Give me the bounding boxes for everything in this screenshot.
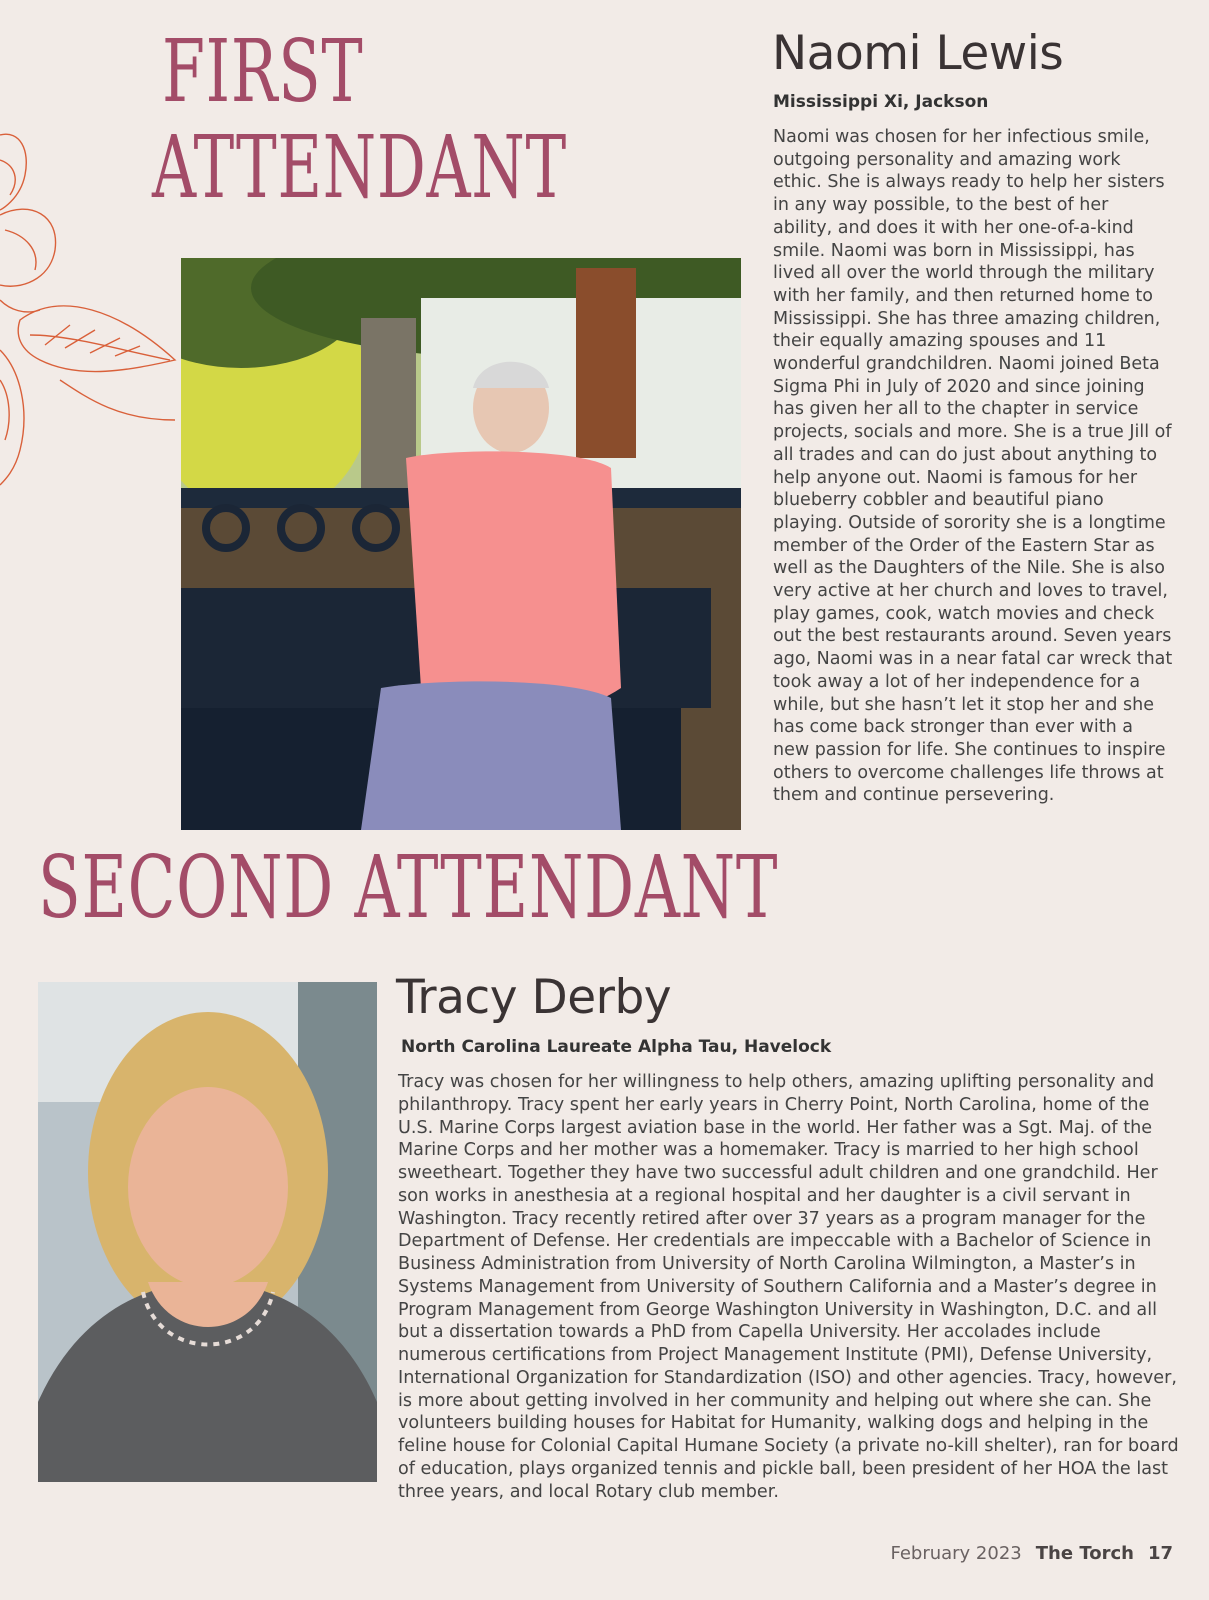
footer-magazine-title: The Torch	[1035, 1543, 1134, 1564]
first-attendant-photo	[181, 258, 741, 830]
first-attendant-heading-line2: ATTENDANT	[152, 118, 567, 218]
first-attendant-heading-line1: FIRST	[162, 22, 364, 122]
page-number: 17	[1147, 1543, 1173, 1564]
first-attendant-bio: Naomi was chosen for her infectious smile, outgoing personality and amazing work ethic. She is always ready to help her sisters in any way possible, to the best of her ability, and does it with her one-of-a-kind smile. Naomi was born in Mississippi, has lived all over the world through the military with her family, and then returned home to Mississippi. She has three amazing children, their equally amazing spouses and 11 wonderful grandchildren. Naomi joined Beta Sigma Phi in July of 2020 and since joining has given her all to the chapter in service projects, socials and more. She is a true Jill of all trades and can do just about anything to help anyone out. Naomi is famous for her blueberry cobbler and beautiful piano playing. Outside of sorority she is a longtime member of the Order of the Eastern Star as well as the Daughters of the Nile. She is also very active at her church and loves to travel, play games, cook, watch movies and check out the best restaurants around. Seven years ago, Naomi was in a near fatal car wreck that took away a lot of her independence for a while, but she hasn’t let it stop her and she has come back stronger than ever with a new passion for life. She continues to inspire others to overcome challenges life throws at them and continue persevering.	[773, 127, 1173, 806]
second-attendant-photo	[38, 982, 377, 1482]
second-attendant-heading: SECOND ATTENDANT	[38, 838, 779, 938]
first-attendant-chapter: Mississippi Xi, Jackson	[773, 92, 989, 112]
second-attendant-bio: Tracy was chosen for her willingness to help others, amazing uplifting personality and philanthropy. Tracy spent her early years in Cherry Point, North Carolina, home of the U.S. Marine Corps largest aviation base in the world. Her father was a Sgt. Maj. of the Marine Corps and her mother was a homemaker. Tracy is married to her high school sweetheart. Together they have two successful adult children and one grandchild. Her son works in anesthesia at a regional hospital and her daughter is a civil servant in Washington. Tracy recently retired after over 37 years as a program manager for the Department of Defense. Her credentials are impeccable with a Bachelor of Science in Business Administration from University of North Carolina Wilmington, a Master’s in Systems Management from University of Southern California and a Master’s degree in Program Management from George Washington University in Washington, D.C. and all but a dissertation towards a PhD from Capella University. Her accolades include numerous certifications from Project Management Institute (PMI), Defense University, International Organization for Standardization (ISO) and other agencies. Tracy, however, is more about getting involved in her community and helping out where she can. She volunteers building houses for Habitat for Humanity, walking dogs and helping in the feline house for Colonial Capital Humane Society (a private no-kill shelter), ran for board of education, plays organized tennis and pickle ball, been president of her HOA the last three years, and local Rotary club member.	[398, 1072, 1179, 1502]
page-footer	[890, 1543, 1173, 1564]
second-attendant-chapter: North Carolina Laureate Alpha Tau, Havelock	[401, 1037, 832, 1057]
footer-date: February 2023	[890, 1543, 1022, 1564]
first-attendant-name: Naomi Lewis	[772, 26, 1064, 81]
second-attendant-name: Tracy Derby	[396, 970, 672, 1025]
